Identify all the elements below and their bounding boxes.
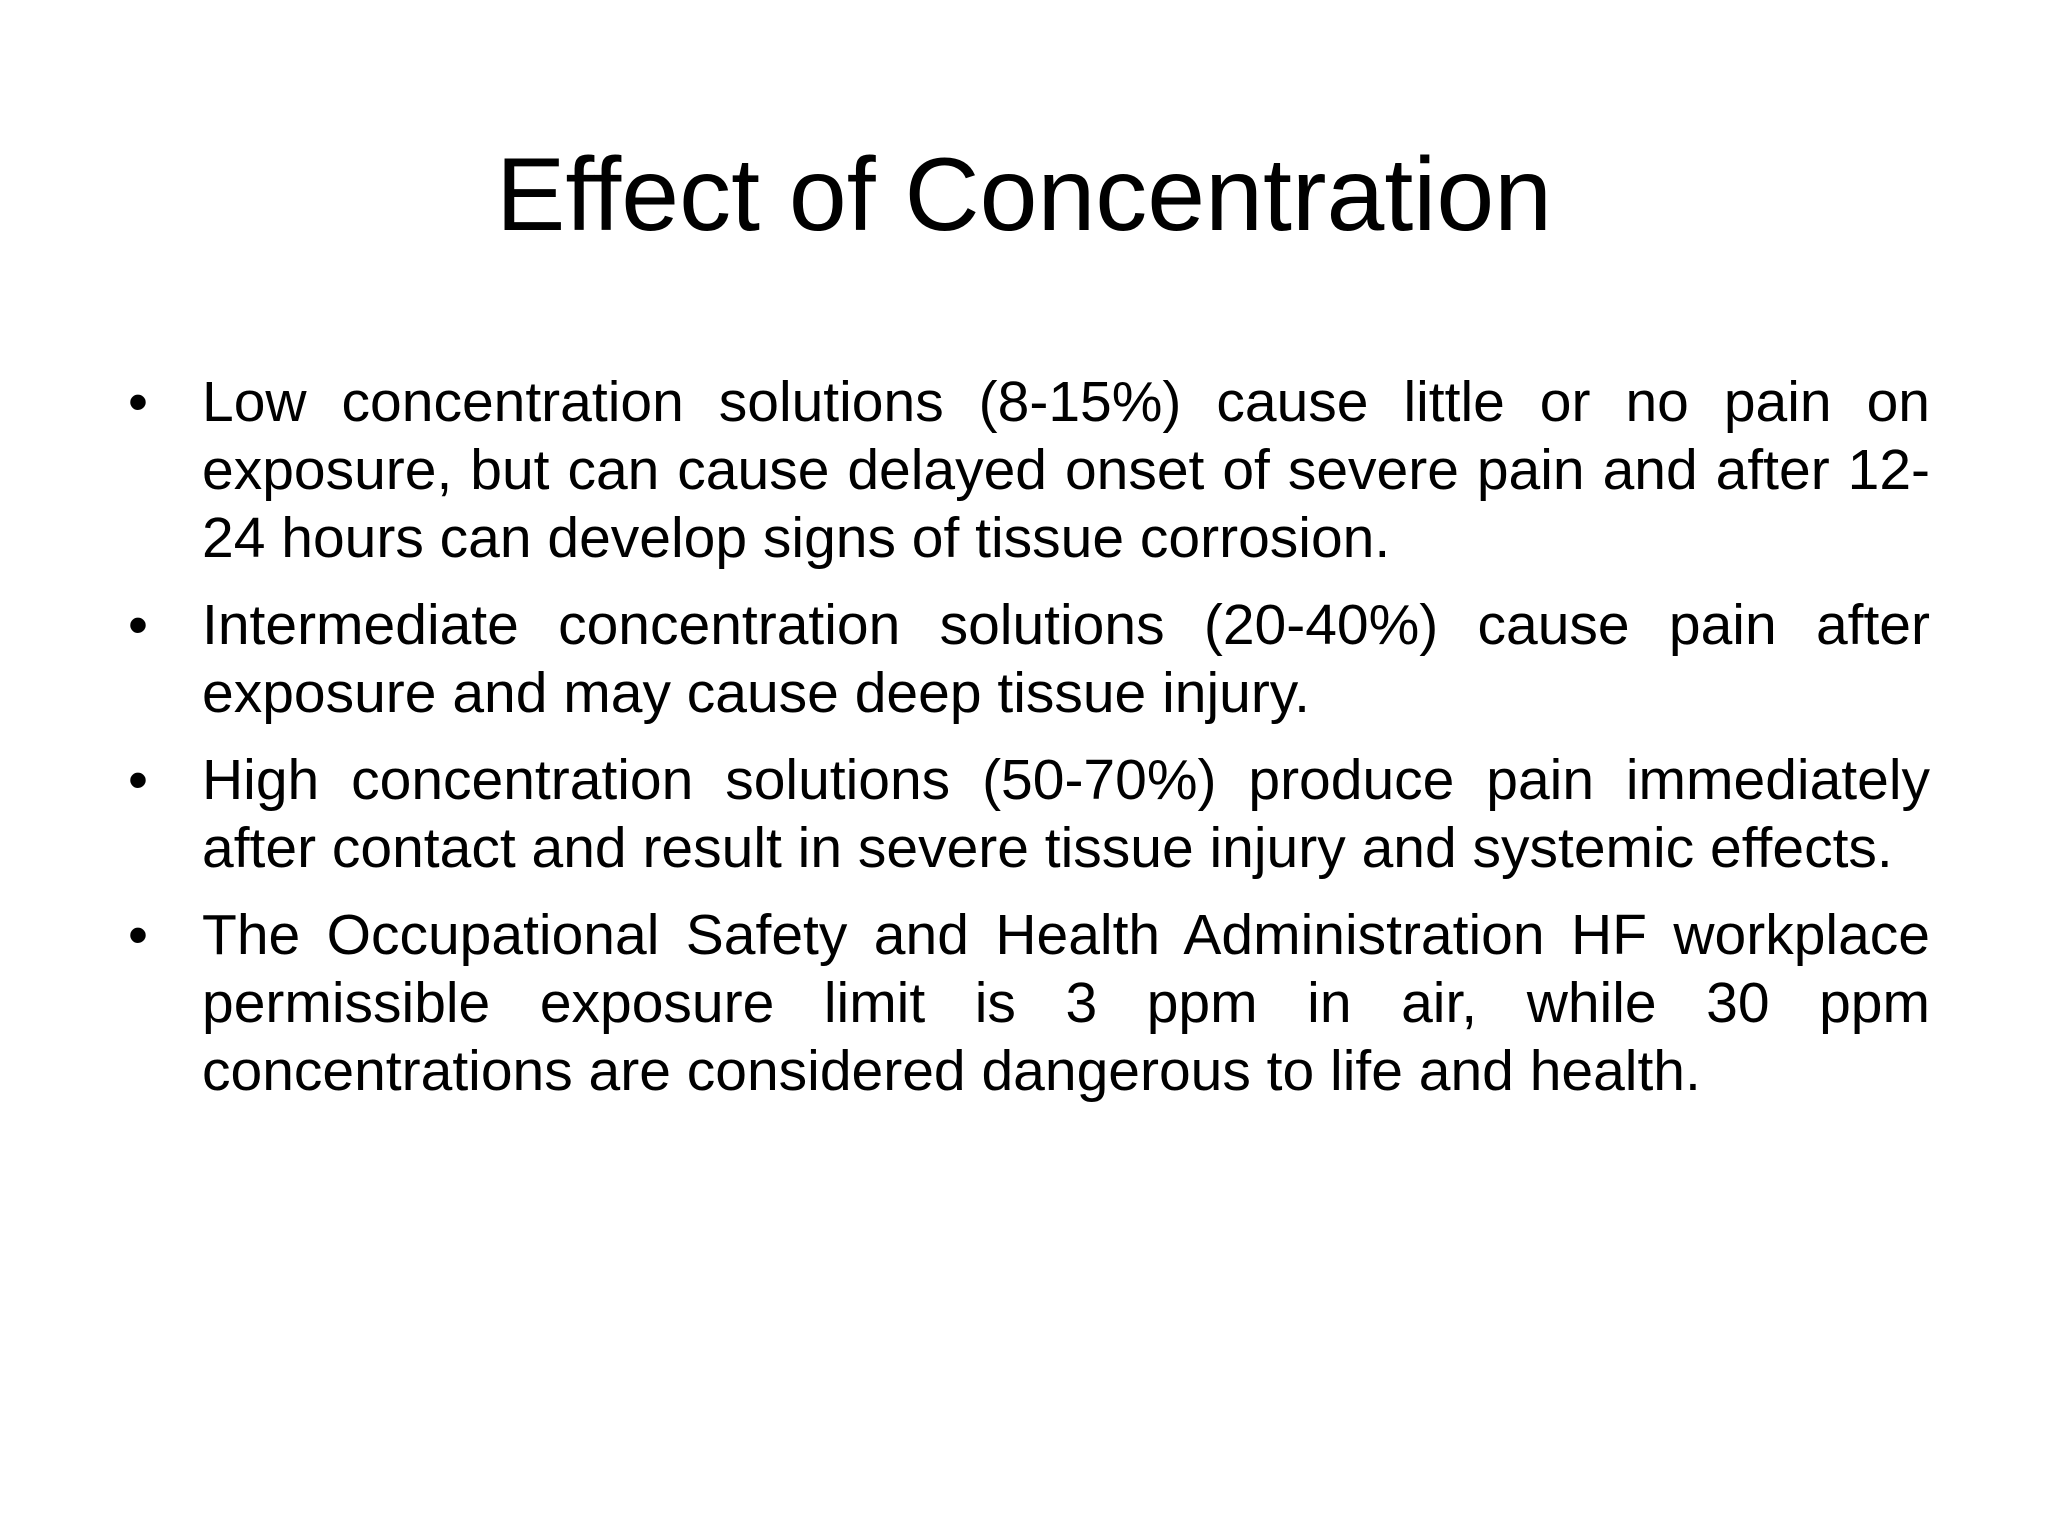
- bullet-text: Low concentration solutions (8-15%) cause little or no pain on exposure, but can cause delayed onset of severe pain and after 12-24 hours can develop signs of tissue corrosion.: [202, 370, 1930, 570]
- bullet-text: The Occupational Safety and Health Administration HF workplace permissible exposure limit is 3 ppm in air, while 30 ppm concentrations are considered dangerous to life and health.: [202, 903, 1930, 1103]
- bullet-item: [120, 901, 1930, 1105]
- bullet-text: High concentration solutions (50-70%) produce pain immediately after contact and result in severe tissue injury and systemic effects.: [202, 748, 1930, 880]
- bullet-icon: •: [128, 748, 148, 812]
- bullet-item: [120, 746, 1930, 882]
- bullet-icon: •: [128, 370, 148, 434]
- slide-title: Effect of Concentration: [495, 137, 1553, 253]
- bullet-text: Intermediate concentration solutions (20-40%) cause pain after exposure and may cause deep tissue injury.: [202, 593, 1930, 725]
- bullet-item: [120, 591, 1930, 727]
- bullet-item: [120, 368, 1930, 572]
- bullet-icon: •: [128, 903, 148, 967]
- bullet-icon: •: [128, 593, 148, 657]
- bullet-list: [120, 368, 1930, 1124]
